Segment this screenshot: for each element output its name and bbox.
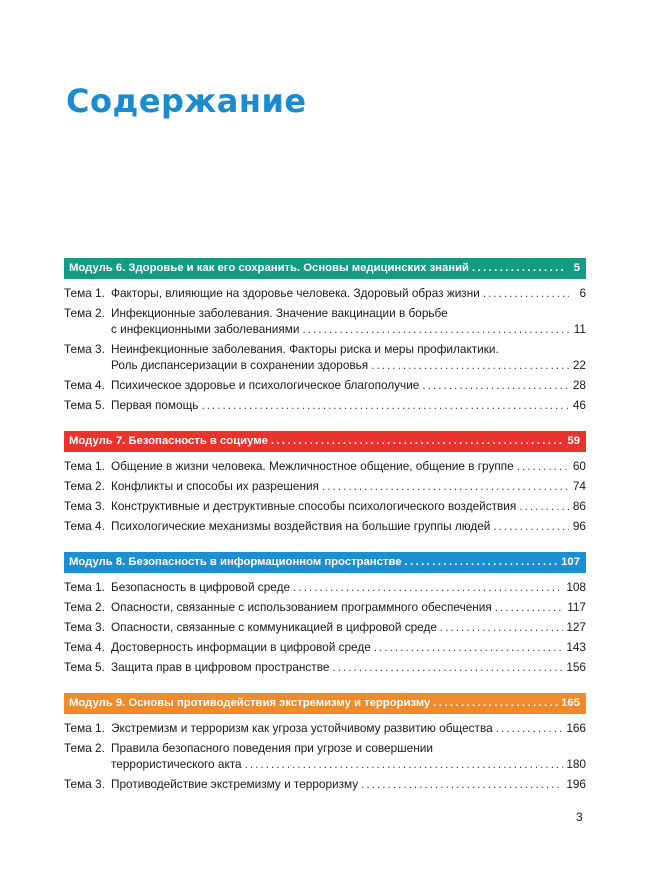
topic-line [111, 357, 586, 373]
topic-page-number: 117 [567, 600, 586, 614]
topic-number: Тема 4. [64, 378, 105, 392]
dot-leader [422, 377, 569, 393]
topic-line [111, 740, 586, 756]
topic-page-number: 22 [572, 358, 586, 372]
topic-title: Неинфекционные заболевания. Факторы риска и меры профилактики. [111, 342, 499, 356]
topic-page-number: 108 [566, 580, 586, 594]
dot-leader [433, 693, 558, 714]
topic-entry[interactable] [64, 458, 586, 474]
page-number: 3 [576, 810, 583, 824]
dot-leader [371, 357, 569, 373]
topic-body [111, 579, 586, 595]
topic-number: Тема 3. [64, 777, 105, 791]
topic-line [111, 639, 586, 655]
topic-body [111, 518, 586, 534]
topic-line [111, 285, 586, 301]
topic-number: Тема 2. [64, 479, 105, 493]
dot-leader [293, 579, 563, 595]
module-title: Модуль 6. Здоровье и как его сохранить. Основы медицинских знаний [69, 262, 469, 274]
topic-body [111, 619, 586, 635]
topic-number: Тема 1. [64, 721, 105, 735]
topic-number: Тема 3. [64, 499, 105, 513]
module-header[interactable] [64, 431, 586, 452]
topic-page-number: 196 [566, 777, 586, 791]
topic-body [111, 305, 586, 337]
dot-leader [496, 720, 564, 736]
topic-body [111, 776, 586, 792]
dot-leader [201, 397, 569, 413]
module-header[interactable] [64, 552, 586, 573]
module-title: Модуль 7. Безопасность в социуме [69, 435, 268, 447]
topic-body [111, 659, 586, 675]
module-page-number: 107 [561, 556, 580, 568]
dot-leader [374, 639, 564, 655]
topic-title: Общение в жизни человека. Межличностное общение, общение в группе [111, 459, 514, 473]
topic-line [111, 305, 586, 321]
topic-page-number: 74 [572, 479, 586, 493]
topic-title: с инфекционными заболеваниями [111, 322, 300, 336]
topic-title: Достоверность информации в цифровой среде [111, 640, 371, 654]
topic-number: Тема 2. [64, 741, 105, 755]
topic-number: Тема 4. [64, 640, 105, 654]
topic-title: Первая помощь [111, 398, 199, 412]
topic-line [111, 498, 586, 514]
topic-title: Инфекционные заболевания. Значение вакцинации в борьбе [111, 306, 448, 320]
topic-number: Тема 2. [64, 600, 105, 614]
dot-leader [332, 659, 563, 675]
topic-body [111, 720, 586, 736]
topic-title: Опасности, связанные с коммуникацией в цифровой среде [111, 620, 437, 634]
topic-title: Конструктивные и деструктивные способы психологического воздействия [111, 499, 517, 513]
topic-body [111, 458, 586, 474]
topic-title: Безопасность в цифровой среде [111, 580, 291, 594]
topic-line [111, 776, 586, 792]
topic-body [111, 639, 586, 655]
topic-entry[interactable] [64, 397, 586, 413]
topic-number: Тема 5. [64, 398, 105, 412]
topic-page-number: 11 [573, 322, 586, 336]
module-title: Модуль 8. Безопасность в информационном пространстве [69, 556, 402, 568]
module-header[interactable] [64, 258, 586, 279]
topic-line [111, 659, 586, 675]
dot-leader [517, 458, 569, 474]
topic-number: Тема 3. [64, 342, 105, 356]
topic-page-number: 180 [566, 757, 586, 771]
topic-title: Факторы, влияющие на здоровье человека. Здоровый образ жизни [111, 286, 480, 300]
topic-title: террористического акта [111, 757, 242, 771]
topic-line [111, 599, 586, 615]
dot-leader [472, 258, 563, 279]
topic-line [111, 341, 586, 357]
topic-page-number: 60 [572, 459, 586, 473]
dot-leader [271, 431, 563, 452]
topic-title: Опасности, связанные с использованием программного обеспечения [111, 600, 492, 614]
topic-title: Психическое здоровье и психологическое благополучие [111, 378, 420, 392]
dot-leader [361, 776, 563, 792]
topic-body [111, 478, 586, 494]
topic-number: Тема 1. [64, 286, 105, 300]
topic-number: Тема 2. [64, 306, 105, 320]
topic-page-number: 156 [566, 660, 586, 674]
topic-entry[interactable] [64, 659, 586, 675]
topic-entry[interactable] [64, 341, 586, 373]
topic-page-number: 28 [572, 378, 586, 392]
topic-page-number: 46 [572, 398, 586, 412]
topic-title: Психологические механизмы воздействия на большие группы людей [111, 519, 491, 533]
topic-line [111, 518, 586, 534]
topic-entry[interactable] [64, 518, 586, 534]
topic-number: Тема 1. [64, 580, 105, 594]
dot-leader [519, 498, 569, 514]
table-of-contents [64, 258, 586, 810]
topic-page-number: 166 [566, 721, 586, 735]
topic-line [111, 619, 586, 635]
topic-title: Противодействие экстремизму и терроризму [111, 777, 359, 791]
topic-page-number: 96 [572, 519, 586, 533]
topic-line [111, 756, 586, 772]
module-page-number: 59 [567, 435, 580, 447]
topic-title: Роль диспансеризации в сохранении здоровья [111, 358, 369, 372]
topic-entry[interactable] [64, 740, 586, 772]
topic-entry[interactable] [64, 720, 586, 736]
topic-body [111, 397, 586, 413]
topic-body [111, 498, 586, 514]
topic-line [111, 458, 586, 474]
topic-entry[interactable] [64, 498, 586, 514]
topic-entry[interactable] [64, 639, 586, 655]
dot-leader [322, 478, 569, 494]
topic-title: Экстремизм и терроризм как угроза устойчивому развитию общества [111, 721, 493, 735]
topic-entry[interactable] [64, 377, 586, 393]
topic-title: Защита прав в цифровом пространстве [111, 660, 330, 674]
topic-line [111, 478, 586, 494]
topic-entry[interactable] [64, 305, 586, 337]
topic-line [111, 397, 586, 413]
topic-page-number: 143 [566, 640, 586, 654]
topic-entry[interactable] [64, 579, 586, 595]
module-section [64, 431, 586, 534]
dot-leader [245, 756, 564, 772]
dot-leader [440, 619, 563, 635]
topic-line [111, 720, 586, 736]
topic-number: Тема 4. [64, 519, 105, 533]
topic-line [111, 579, 586, 595]
topic-entry[interactable] [64, 285, 586, 301]
topic-entry[interactable] [64, 776, 586, 792]
topic-number: Тема 5. [64, 660, 105, 674]
dot-leader [493, 518, 569, 534]
topic-page-number: 86 [572, 499, 586, 513]
topic-entry[interactable] [64, 599, 586, 615]
dot-leader [483, 285, 569, 301]
topic-number: Тема 1. [64, 459, 105, 473]
topic-body [111, 341, 586, 373]
module-page-number: 165 [561, 697, 580, 709]
topic-body [111, 599, 586, 615]
module-title: Модуль 9. Основы противодействия экстремизму и терроризму [69, 697, 431, 709]
topic-number: Тема 3. [64, 620, 105, 634]
topic-body [111, 285, 586, 301]
topic-page-number: 6 [579, 286, 586, 300]
topic-body [111, 740, 586, 772]
module-section [64, 258, 586, 413]
topic-line [111, 321, 586, 337]
topic-entry[interactable] [64, 619, 586, 635]
topic-page-number: 127 [566, 620, 586, 634]
dot-leader [495, 599, 564, 615]
module-page-number: 5 [573, 262, 580, 274]
module-section [64, 552, 586, 675]
module-header[interactable] [64, 693, 586, 714]
module-section [64, 693, 586, 792]
topic-title: Конфликты и способы их разрешения [111, 479, 319, 493]
topic-entry[interactable] [64, 478, 586, 494]
dot-leader [302, 321, 569, 337]
dot-leader [405, 552, 559, 573]
page-title: Содержание [66, 82, 307, 120]
topic-title: Правила безопасного поведения при угрозе и совершении [111, 741, 433, 755]
topic-body [111, 377, 586, 393]
topic-line [111, 377, 586, 393]
